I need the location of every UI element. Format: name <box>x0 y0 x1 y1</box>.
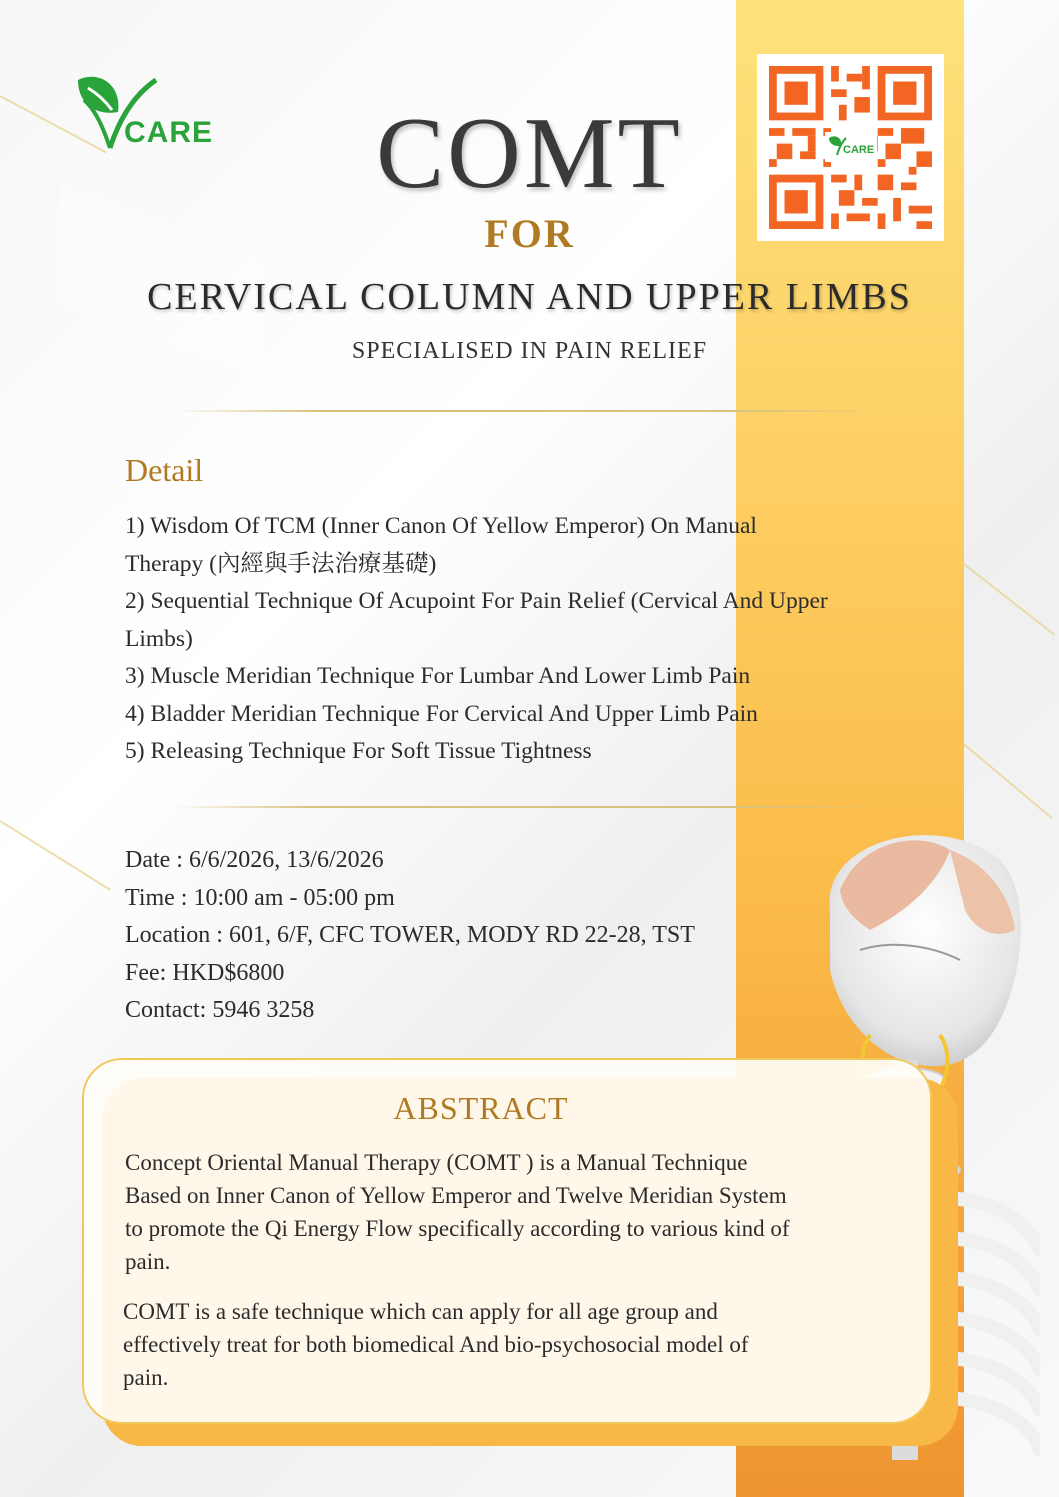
event-date: Date : 6/6/2026, 13/6/2026 <box>125 847 384 873</box>
detail-item: Limbs) <box>125 625 193 652</box>
divider <box>172 806 884 808</box>
detail-item: Therapy (內經與手法治療基礎) <box>125 550 437 577</box>
course-subtitle: CERVICAL COLUMN AND UPPER LIMBS <box>147 276 912 318</box>
title-for: FOR <box>484 211 575 256</box>
detail-item: 5) Releasing Technique For Soft Tissue Tightness <box>125 738 592 764</box>
abstract-line: COMT is a safe technique which can apply for all age group and <box>123 1299 718 1324</box>
abstract-line: pain. <box>125 1249 171 1274</box>
event-info <box>125 842 695 1030</box>
detail-item: 4) Bladder Meridian Technique For Cervical And Upper Limb Pain <box>125 700 758 727</box>
abstract-paragraph-2 <box>123 1295 893 1394</box>
event-location: Location : 601, 6/F, CFC TOWER, MODY RD 22-28, TST <box>125 922 695 948</box>
detail-heading: Detail <box>125 452 204 488</box>
abstract-line: Concept Oriental Manual Therapy (COMT ) is a Manual Technique <box>125 1150 748 1175</box>
detail-item: 3) Muscle Meridian Technique For Lumbar And Lower Limb Pain <box>125 663 751 689</box>
abstract-heading: ABSTRACT <box>393 1090 569 1126</box>
divider <box>172 410 884 412</box>
abstract-line: to promote the Qi Energy Flow specifically according to various kind of <box>125 1216 790 1241</box>
event-time: Time : 10:00 am - 05:00 pm <box>125 884 395 911</box>
abstract-line: effectively treat for both biomedical And bio-psychosocial model of <box>123 1332 749 1357</box>
course-tagline: SPECIALISED IN PAIN RELIEF <box>351 338 708 364</box>
abstract-line: pain. <box>123 1365 169 1390</box>
course-title: COMT <box>376 97 683 210</box>
detail-item: 1) Wisdom Of TCM (Inner Canon Of Yellow Emperor) On Manual <box>125 513 757 539</box>
event-contact: Contact: 5946 3258 <box>125 997 315 1023</box>
qr-logo-text: CARE <box>843 144 875 156</box>
event-fee: Fee: HKD$6800 <box>125 959 285 986</box>
detail-item: 2) Sequential Technique Of Acupoint For Pain Relief (Cervical And Upper <box>125 588 828 614</box>
logo-text: CARE <box>124 116 214 149</box>
abstract-line: Based on Inner Canon of Yellow Emperor and Twelve Meridian System <box>125 1183 787 1208</box>
abstract-paragraph-1 <box>125 1146 895 1278</box>
detail-list <box>125 508 955 771</box>
